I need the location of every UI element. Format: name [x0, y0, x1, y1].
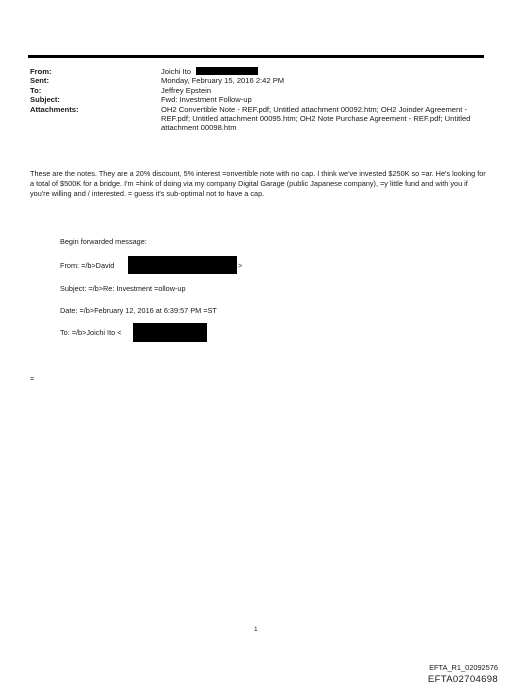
sent-value: Monday, February 15, 2016 2:42 PM: [161, 76, 285, 86]
redaction-box: [128, 256, 237, 274]
message-body: These are the notes. They are a 20% discount, 5% interest =onvertible note with no cap. I think we've invested $250K so =ar. He's looking for a total of $500K for a bridge. I'm =hink of doing via my company Digital Garage (public Japanese company), =y little fund and with you if you're willing and / interested. = guess it's sub-optimal not to have a cap.: [30, 169, 486, 198]
forwarded-begin: Begin forwarded message:: [60, 237, 147, 246]
sent-row: [30, 76, 490, 85]
sent-label: Sent:: [30, 76, 49, 86]
page-number: 1: [254, 626, 258, 633]
email-header: [30, 67, 490, 133]
from-name: Joichi Ito: [161, 67, 191, 76]
bates-number-primary: EFTA_R1_02092576: [429, 663, 498, 672]
subject-label: Subject:: [30, 95, 60, 105]
to-value: Jeffrey Epstein: [161, 85, 212, 95]
redaction-box: [196, 67, 258, 75]
forwarded-from-text: From: =/b>David: [60, 261, 115, 270]
attachments-value: OH2 Convertible Note - REF.pdf; Untitled attachment 00092.htm; OH2 Joinder Agreement - REF.pdf; Untitled attachment 00095.htm; OH2 Note Purchase Agreement - REF.pdf; Untitled attachment 00098.htm: [161, 104, 471, 133]
forwarded-from-line: [60, 261, 114, 270]
subject-value: Fwd: Investment Follow-up: [161, 95, 252, 105]
redaction-box: [133, 323, 207, 342]
from-label: From:: [30, 67, 52, 76]
subject-row: [30, 95, 490, 104]
forwarded-date-line: Date: =/b>February 12, 2016 at 6:39:57 PM =ST: [60, 306, 217, 315]
to-label: To:: [30, 85, 42, 95]
forwarded-to-text: To: =/b>Joichi Ito: [60, 328, 116, 337]
attachments-row: [30, 105, 490, 133]
from-value: [161, 67, 490, 76]
header-rule: [28, 55, 484, 58]
forwarded-subject-line: Subject: =/b>Re: Investment =ollow-up: [60, 284, 186, 293]
to-row: [30, 86, 490, 95]
from-row: [30, 67, 490, 76]
equals-mark: =: [30, 374, 35, 383]
forwarded-from-tail: >: [238, 261, 243, 270]
forwarded-to-tail: <: [117, 328, 122, 337]
bates-number-secondary: EFTA02704698: [427, 674, 498, 685]
forwarded-to-line: [60, 328, 121, 337]
attachments-label: Attachments:: [30, 104, 79, 114]
